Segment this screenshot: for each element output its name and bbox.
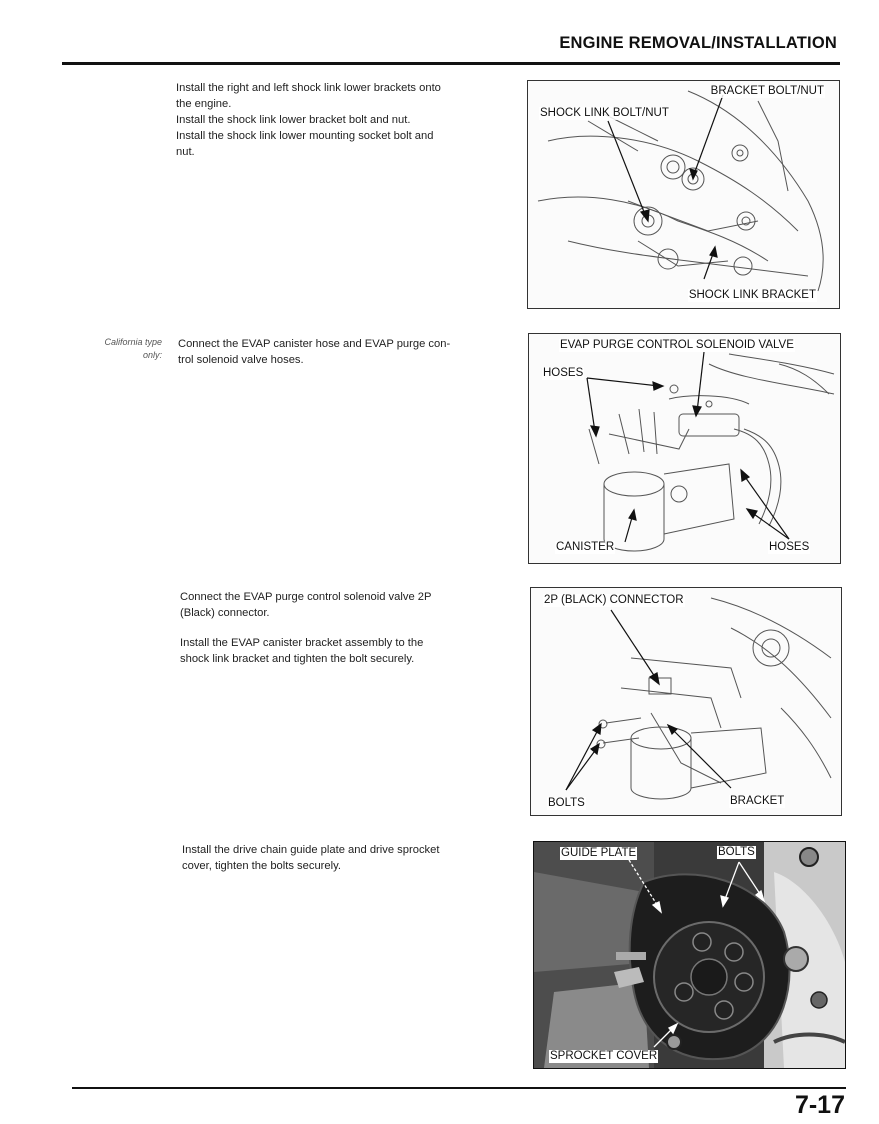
text-line: Install the shock link lower bracket bolt and nut. <box>176 114 411 126</box>
label-evap-valve: EVAP PURGE CONTROL SOLENOID VALVE <box>560 339 794 351</box>
section-4-text <box>182 842 518 874</box>
text-line: (Black) connector. <box>180 607 270 619</box>
footer-rule <box>72 1087 846 1089</box>
label-bolts-photo: BOLTS <box>718 846 755 858</box>
label-canister: CANISTER <box>556 541 615 553</box>
label-bracket: BRACKET <box>730 795 785 807</box>
section-1-text <box>176 80 512 160</box>
sprocket-cover-photo <box>534 842 845 1068</box>
text-line: trol solenoid valve hoses. <box>178 354 304 366</box>
label-2p-connector: 2P (BLACK) CONNECTOR <box>544 594 684 606</box>
section-3-text <box>180 589 514 667</box>
figure-sprocket-cover-photo <box>533 841 846 1069</box>
label-shock-link-bolt-nut: SHOCK LINK BOLT/NUT <box>540 107 669 119</box>
california-side-note <box>60 336 162 362</box>
figure-2p-connector <box>530 587 842 816</box>
text-line: cover, tighten the bolts securely. <box>182 860 341 872</box>
figure-evap-canister <box>528 333 841 564</box>
label-guide-plate: GUIDE PLATE <box>561 847 637 859</box>
page-header-title: ENGINE REMOVAL/INSTALLATION <box>559 34 837 52</box>
header-rule <box>62 62 840 65</box>
text-line: Connect the EVAP purge control solenoid valve 2P <box>180 591 432 603</box>
text-line: nut. <box>176 146 195 158</box>
label-shock-link-bracket: SHOCK LINK BRACKET <box>688 289 816 301</box>
side-note-line: only: <box>142 350 162 360</box>
connector-bracket-illustration <box>531 588 841 815</box>
text-line: the engine. <box>176 98 232 110</box>
label-hoses-right: HOSES <box>769 541 810 553</box>
text-line: Install the drive chain guide plate and drive sprocket <box>182 844 440 856</box>
text-line: shock link bracket and tighten the bolt securely. <box>180 653 415 665</box>
label-hoses-left: HOSES <box>543 367 584 379</box>
label-sprocket-cover: SPROCKET COVER <box>550 1050 658 1062</box>
text-line: Connect the EVAP canister hose and EVAP purge con- <box>178 338 451 350</box>
label-bracket-bolt-nut: BRACKET BOLT/NUT <box>710 85 824 97</box>
side-note-line: California type <box>104 337 162 347</box>
text-line: Install the EVAP canister bracket assembly to the <box>180 637 424 649</box>
text-line: Install the shock link lower mounting socket bolt and <box>176 130 434 142</box>
page-number: 7-17 <box>794 1091 845 1119</box>
section-2-text <box>178 336 514 368</box>
label-bolts: BOLTS <box>548 797 585 809</box>
figure-shock-link <box>527 80 840 309</box>
text-line: Install the right and left shock link lower brackets onto <box>176 82 441 94</box>
